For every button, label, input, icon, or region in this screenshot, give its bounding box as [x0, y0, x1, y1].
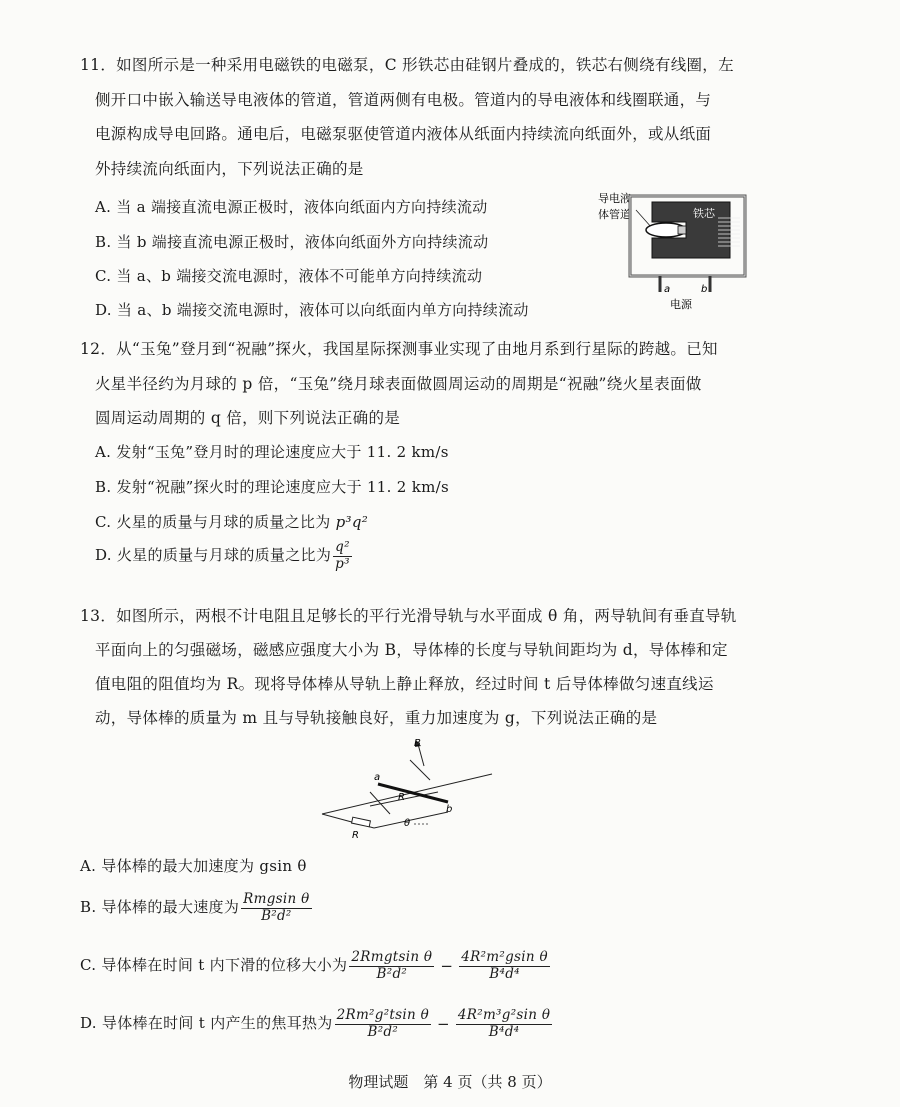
fraction-numerator: 4R²m²gsin θ: [461, 949, 548, 965]
fraction-denominator: B²d²: [376, 965, 408, 982]
page-footer: 物理试题 第 4 页（共 8 页）: [348, 1073, 552, 1091]
fraction-denominator: p³: [335, 555, 350, 572]
q12-option-c: [95, 511, 368, 532]
q13-stem-line-3: 值电阻的阻值均为 R。现将导体棒从导轨上静止释放，经过时间 t 后导体棒做匀速直线运: [95, 675, 714, 693]
q13-option-b-text: B. 导体棒的最大速度为: [80, 898, 240, 917]
q11-stem-line-4: 外持续流向纸面内，下列说法正确的是: [95, 160, 364, 178]
q13-stem-line-1: 13．如图所示，两根不计电阻且足够长的平行光滑导轨与水平面成 θ 角，两导轨间有垂直导轨: [80, 607, 737, 625]
source-label: 电源: [670, 298, 692, 311]
q11-option-b: B. 当 b 端接直流电源正极时，液体向纸面外方向持续流动: [95, 233, 489, 251]
label-theta: θ: [404, 818, 411, 829]
q12-stem-line-1: 12．从“玉兔”登月到“祝融”探火，我国星际探测事业实现了由地月系到行星际的跨越。已知: [80, 340, 718, 358]
q13-option-c-text: C. 导体棒在时间 t 内下滑的位移大小为: [80, 956, 348, 975]
q13-option-b-fraction: [241, 892, 311, 924]
fraction-denominator: B²d²: [261, 907, 292, 924]
q13-option-a: A. 导体棒的最大加速度为 gsin θ: [80, 857, 307, 875]
label-R-rod: R: [398, 792, 405, 803]
fraction-numerator: 2Rmgtsin θ: [351, 949, 433, 965]
label-R-resistor: R: [352, 830, 359, 841]
q12-option-c-text: C. 火星的质量与月球的质量之比为: [95, 513, 336, 531]
terminal-a: a: [664, 284, 671, 295]
q11-option-c: C. 当 a、b 端接交流电源时，液体不可能单方向持续流动: [95, 267, 483, 285]
q11-pump-figure: [590, 188, 750, 313]
minus-sign: −: [440, 957, 454, 976]
q12-stem-line-3: 圆周运动周期的 q 倍，则下列说法正确的是: [95, 409, 401, 427]
q13-option-c-fraction-1: [349, 950, 434, 982]
terminal-b: b: [701, 284, 708, 295]
fraction-numerator: Rmgsin θ: [243, 891, 310, 907]
q12-option-a: A. 发射“玉兔”登月时的理论速度应大于 11. 2 km/s: [95, 443, 449, 461]
q12-option-b: B. 发射“祝融”探火时的理论速度应大于 11. 2 km/s: [95, 478, 449, 496]
q11-stem-line-1: 11．如图所示是一种采用电磁铁的电磁泵，C 形铁芯由硅钢片叠成的，铁芯右侧绕有线圈，左: [80, 56, 734, 74]
q13-stem-line-2: 平面向上的匀强磁场，磁感应强度大小为 B，导体棒的长度与导轨间距均为 d，导体棒和定: [95, 641, 728, 659]
q12-option-d: [95, 540, 354, 572]
pipe-label-1: 导电液: [598, 192, 631, 205]
q11-option-d: D. 当 a、b 端接交流电源时，液体可以向纸面内单方向持续流动: [95, 301, 529, 319]
q13-option-d-fraction-1: [335, 1008, 431, 1040]
q13-option-c-fraction-2: [459, 950, 550, 982]
q13-option-c: [80, 950, 552, 982]
q12-option-d-text: D. 火星的质量与月球的质量之比为: [95, 546, 332, 565]
q11-option-a: A. 当 a 端接直流电源正极时，液体向纸面内方向持续流动: [95, 198, 488, 216]
label-b: b: [446, 804, 453, 815]
q13-option-b: [80, 892, 314, 924]
q13-stem-line-4: 动，导体棒的质量为 m 且与导轨接触良好，重力加速度为 g，下列说法正确的是: [95, 709, 658, 727]
fraction-denominator: B²d²: [367, 1023, 399, 1040]
core-label: 铁芯: [693, 207, 715, 220]
q13-option-d: [80, 1008, 554, 1040]
q12-stem-line-2: 火星半径约为月球的 p 倍，“玉兔”绕月球表面做圆周运动的周期是“祝融”绕火星表面做: [95, 375, 702, 393]
q13-option-d-text: D. 导体棒在时间 t 内产生的焦耳热为: [80, 1014, 333, 1033]
fraction-denominator: B⁴d⁴: [488, 1023, 520, 1040]
q11-stem-line-3: 电源构成导电回路。通电后，电磁泵驱使管道内液体从纸面内持续流向纸面外，或从纸面: [95, 125, 712, 143]
resistor: [352, 817, 371, 827]
q13-rail-figure: [318, 734, 496, 846]
fraction-denominator: B⁴d⁴: [489, 965, 520, 982]
fraction-numerator: 4R²m³g²sin θ: [457, 1007, 551, 1023]
pipe-label-2: 体管道: [598, 208, 631, 221]
minus-sign: −: [437, 1015, 450, 1034]
q12-option-d-fraction: [333, 540, 352, 572]
label-B: B: [414, 738, 421, 749]
label-a: a: [374, 772, 381, 783]
q11-stem-line-2: 侧开口中嵌入输送导电液体的管道，管道两侧有电极。管道内的导电液体和线圈联通，与: [95, 91, 712, 109]
q13-option-d-fraction-2: [456, 1008, 552, 1040]
fraction-numerator: 2Rm²g²tsin θ: [336, 1007, 429, 1023]
q12-option-c-formula: p³q²: [335, 513, 369, 531]
fraction-numerator: q²: [335, 539, 350, 555]
